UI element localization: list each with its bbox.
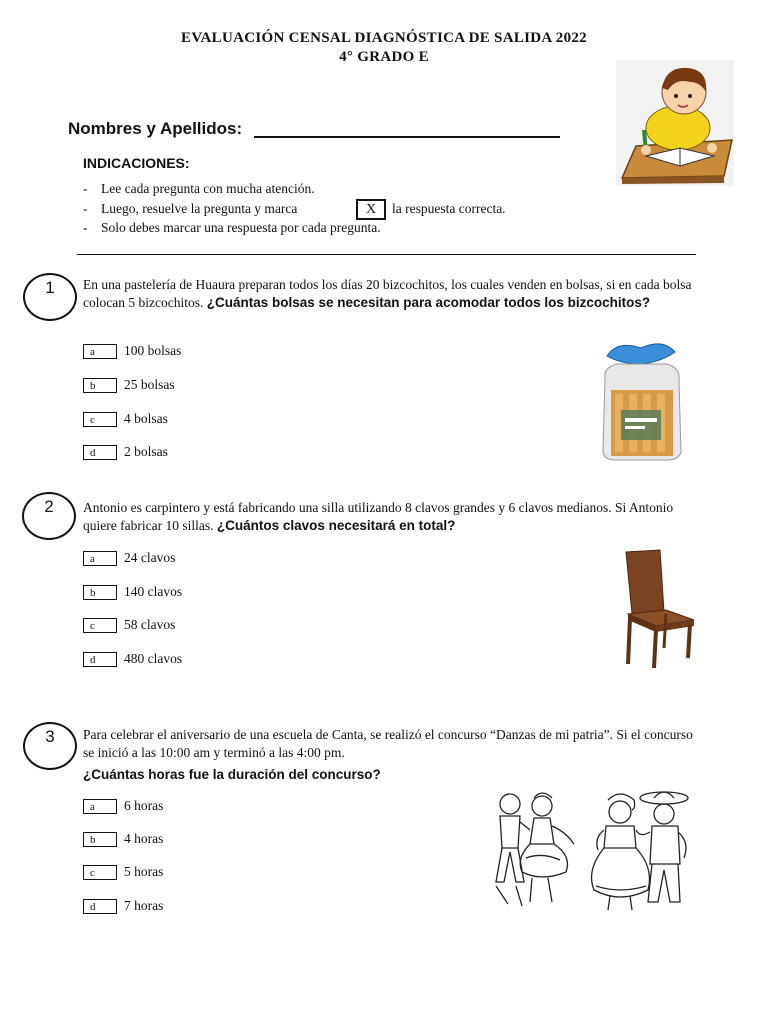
question-1-text: En una pastelería de Huaura preparan todos los días 20 bizcochitos, los cuales venden en bolsas, si en cada bolsa colocan 5 bizcochitos. ¿Cuántas bolsas se necesitan para acomodar todos los bizcochitos?: [83, 277, 692, 310]
dancers-illustration: [486, 786, 698, 914]
question-3-question: ¿Cuántas horas fue la duración del concurso?: [83, 767, 381, 782]
instruction-item: - Solo debes marcar una respuesta por cada pregunta.: [83, 220, 381, 235]
instruction-item: - Luego, resuelve la pregunta y marca: [83, 201, 298, 216]
question-number-1: 1: [23, 273, 77, 321]
instruction-item-suffix: la respuesta correcta.: [392, 201, 506, 216]
wooden-chair-illustration: [616, 548, 698, 670]
divider: [77, 254, 696, 255]
grade-label: 4° GRADO E: [339, 49, 429, 65]
names-input-line[interactable]: [254, 136, 560, 138]
document-title: EVALUACIÓN CENSAL DIAGNÓSTICA DE SALIDA 2022: [181, 30, 587, 46]
question-3-text: Para celebrar el aniversario de una escuela de Canta, se realizó el concurso “Danzas de mi patria”. Si el concurso se inició a las 10:00 am y terminó a las 4:00 pm.: [83, 727, 693, 760]
names-label: Nombres y Apellidos:: [68, 119, 243, 138]
question-number-3: 3: [23, 722, 77, 770]
question-2-text: Antonio es carpintero y está fabricando una silla utilizando 8 clavos grandes y 6 clavos medianos. Si Antonio quiere fabricar 10 sillas. ¿Cuántos clavos necesitará en total?: [83, 500, 674, 533]
question-number-2: 2: [22, 492, 76, 540]
mark-example-box: X: [356, 199, 386, 220]
biscuit-bag-illustration: [597, 338, 685, 462]
instructions-title: INDICACIONES:: [83, 155, 190, 171]
instruction-item: - Lee cada pregunta con mucha atención.: [83, 181, 315, 196]
student-writing-illustration: [616, 60, 734, 186]
